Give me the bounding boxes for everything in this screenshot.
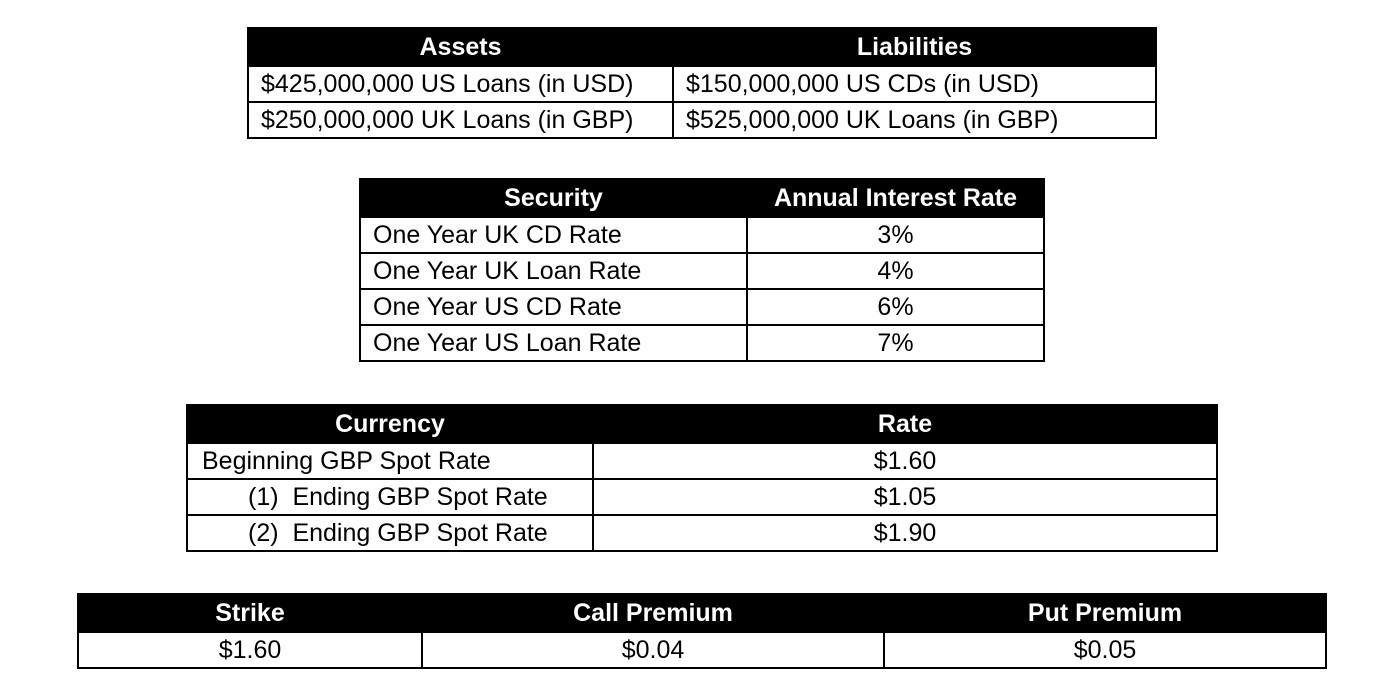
table-cell: One Year US Loan Rate <box>360 325 747 361</box>
table-cell: $0.04 <box>422 632 884 668</box>
table-cell: Beginning GBP Spot Rate <box>187 443 593 479</box>
table-cell: $1.90 <box>593 515 1217 551</box>
column-header-annual-interest-rate: Annual Interest Rate <box>747 179 1044 217</box>
table-row <box>360 289 1044 325</box>
table-cell: $1.05 <box>593 479 1217 515</box>
table-header-row <box>187 405 1217 443</box>
table-cell: $0.05 <box>884 632 1326 668</box>
table-row <box>248 66 1156 102</box>
table-cell: 6% <box>747 289 1044 325</box>
column-header-currency: Currency <box>187 405 593 443</box>
table-header-row <box>78 594 1326 632</box>
table-cell: $150,000,000 US CDs (in USD) <box>673 66 1156 102</box>
table-row <box>78 632 1326 668</box>
column-header-security: Security <box>360 179 747 217</box>
table-cell: $1.60 <box>78 632 422 668</box>
table-row <box>360 325 1044 361</box>
options-table <box>77 593 1327 669</box>
table-cell: One Year US CD Rate <box>360 289 747 325</box>
table-row <box>187 515 1217 551</box>
table-cell: $250,000,000 UK Loans (in GBP) <box>248 102 673 138</box>
table-cell: 7% <box>747 325 1044 361</box>
column-header-put-premium: Put Premium <box>884 594 1326 632</box>
table-row <box>187 443 1217 479</box>
column-header-assets: Assets <box>248 28 673 66</box>
table-row <box>248 102 1156 138</box>
table-cell: 3% <box>747 217 1044 253</box>
table-cell: $525,000,000 UK Loans (in GBP) <box>673 102 1156 138</box>
table-cell: (1) Ending GBP Spot Rate <box>187 479 593 515</box>
column-header-call-premium: Call Premium <box>422 594 884 632</box>
column-header-liabilities: Liabilities <box>673 28 1156 66</box>
table-cell: One Year UK Loan Rate <box>360 253 747 289</box>
currency-rates-table <box>186 404 1218 552</box>
table-cell: $1.60 <box>593 443 1217 479</box>
table-cell: 4% <box>747 253 1044 289</box>
table-cell: (2) Ending GBP Spot Rate <box>187 515 593 551</box>
table-cell: $425,000,000 US Loans (in USD) <box>248 66 673 102</box>
table-header-row <box>248 28 1156 66</box>
table-header-row <box>360 179 1044 217</box>
table-row <box>360 253 1044 289</box>
interest-rates-table <box>359 178 1045 362</box>
table-row <box>187 479 1217 515</box>
table-cell: One Year UK CD Rate <box>360 217 747 253</box>
balance-sheet-table <box>247 27 1157 139</box>
column-header-strike: Strike <box>78 594 422 632</box>
column-header-rate: Rate <box>593 405 1217 443</box>
table-row <box>360 217 1044 253</box>
